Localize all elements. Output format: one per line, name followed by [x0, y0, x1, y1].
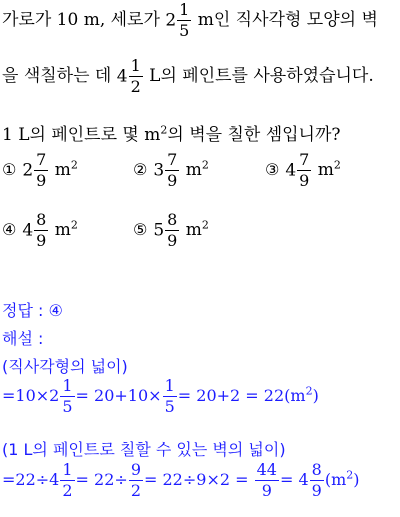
answer-label: 정답 : ④: [2, 301, 63, 320]
option-marker: ③: [265, 160, 280, 179]
fraction-denominator: 5: [179, 21, 190, 40]
fraction-denominator: 2: [62, 481, 73, 500]
fraction: [60, 378, 74, 415]
superscript: 2: [201, 218, 209, 232]
superscript: 2: [333, 158, 341, 172]
question-text: 을 색칠하는 데: [2, 66, 117, 86]
fraction-numerator: 1: [62, 460, 73, 479]
fraction: [165, 152, 179, 189]
fraction-denominator: 9: [299, 171, 310, 190]
question-line-3: [2, 120, 341, 145]
fraction-numerator: 7: [299, 150, 310, 169]
fraction-denominator: 9: [261, 481, 272, 500]
equation-text: = 22÷: [75, 470, 128, 489]
option-3[interactable]: [265, 152, 341, 189]
mixed-number-whole: 4: [22, 220, 34, 241]
superscript: 2: [305, 384, 313, 398]
fraction-numerator: 9: [130, 460, 141, 479]
question-line-2: [2, 58, 374, 95]
mixed-number-whole: 4: [285, 160, 297, 181]
equation-paint: [2, 462, 360, 499]
question-text: m인 직사각형 모양의 벽: [192, 10, 378, 30]
unit: m: [54, 160, 71, 180]
fraction-denominator: 9: [167, 171, 178, 190]
equation-text: ): [353, 470, 360, 489]
fraction: [177, 2, 191, 39]
unit: m: [54, 220, 71, 240]
equation-text: =22÷4: [2, 470, 60, 489]
option-marker: ④: [2, 220, 17, 239]
area-heading: (직사각형의 넓이): [2, 357, 128, 376]
question-text: L의 페인트를 사용하였습니다.: [143, 66, 374, 86]
equation-text: ): [312, 386, 319, 405]
mixed-number-whole: 3: [153, 160, 165, 181]
fraction: [129, 462, 143, 499]
fraction: [255, 462, 279, 499]
mixed-number-whole: 2: [165, 10, 177, 31]
fraction: [297, 152, 311, 189]
equation-text: (m: [324, 470, 347, 489]
question-text: 1 L의 페인트로 몇 m: [2, 125, 161, 145]
fraction-numerator: 8: [311, 460, 322, 479]
fraction-denominator: 9: [36, 171, 47, 190]
fraction-numerator: 1: [164, 376, 175, 395]
fraction-numerator: 8: [36, 210, 47, 229]
question-text: 가로가 10 m, 세로가: [2, 10, 166, 30]
mixed-number-whole: 5: [153, 220, 165, 241]
fraction-numerator: 1: [62, 376, 73, 395]
option-1[interactable]: [2, 152, 78, 189]
fraction: [310, 462, 324, 499]
equation-text: = 4: [279, 470, 309, 489]
fraction-numerator: 44: [256, 460, 277, 479]
fraction-denominator: 2: [130, 77, 141, 96]
fraction-denominator: 9: [311, 481, 322, 500]
fraction-numerator: 7: [36, 150, 47, 169]
fraction-denominator: 9: [167, 231, 178, 250]
question-text: 의 벽을 칠한 셈입니까?: [167, 125, 341, 145]
mixed-number-whole: 4: [116, 66, 128, 87]
mixed-number-whole: 2: [22, 160, 34, 181]
superscript: 2: [201, 158, 209, 172]
superscript: 2: [70, 158, 78, 172]
fraction-numerator: 7: [167, 150, 178, 169]
equation-text: = 20+10×: [75, 386, 162, 405]
fraction-denominator: 5: [62, 397, 73, 416]
fraction: [34, 152, 48, 189]
option-2[interactable]: [133, 152, 209, 189]
option-4[interactable]: [2, 212, 78, 249]
unit: m: [317, 160, 334, 180]
fraction-numerator: 1: [179, 0, 190, 19]
equation-area: [2, 378, 319, 415]
fraction: [129, 58, 143, 95]
equation-text: = 20+2 = 22(m: [177, 386, 306, 405]
fraction-denominator: 9: [36, 231, 47, 250]
fraction: [165, 212, 179, 249]
option-marker: ⑤: [133, 220, 148, 239]
option-5[interactable]: [133, 212, 209, 249]
paint-heading: (1 L의 페인트로 칠할 수 있는 벽의 넓이): [2, 440, 286, 459]
equation-text: =10×2: [2, 386, 60, 405]
unit: m: [185, 220, 202, 240]
fraction: [60, 462, 74, 499]
option-marker: ①: [2, 160, 17, 179]
explanation-label: 해설 :: [2, 329, 44, 348]
equation-text: = 22÷9×2 =: [144, 470, 254, 489]
superscript: 2: [70, 218, 78, 232]
option-marker: ②: [133, 160, 148, 179]
fraction-numerator: 1: [130, 56, 141, 75]
fraction: [34, 212, 48, 249]
fraction-denominator: 2: [130, 481, 141, 500]
question-line-1: [2, 2, 378, 39]
fraction-numerator: 8: [167, 210, 178, 229]
unit: m: [185, 160, 202, 180]
fraction: [163, 378, 177, 415]
superscript: 2: [160, 123, 168, 137]
fraction-denominator: 5: [164, 397, 175, 416]
superscript: 2: [346, 468, 354, 482]
